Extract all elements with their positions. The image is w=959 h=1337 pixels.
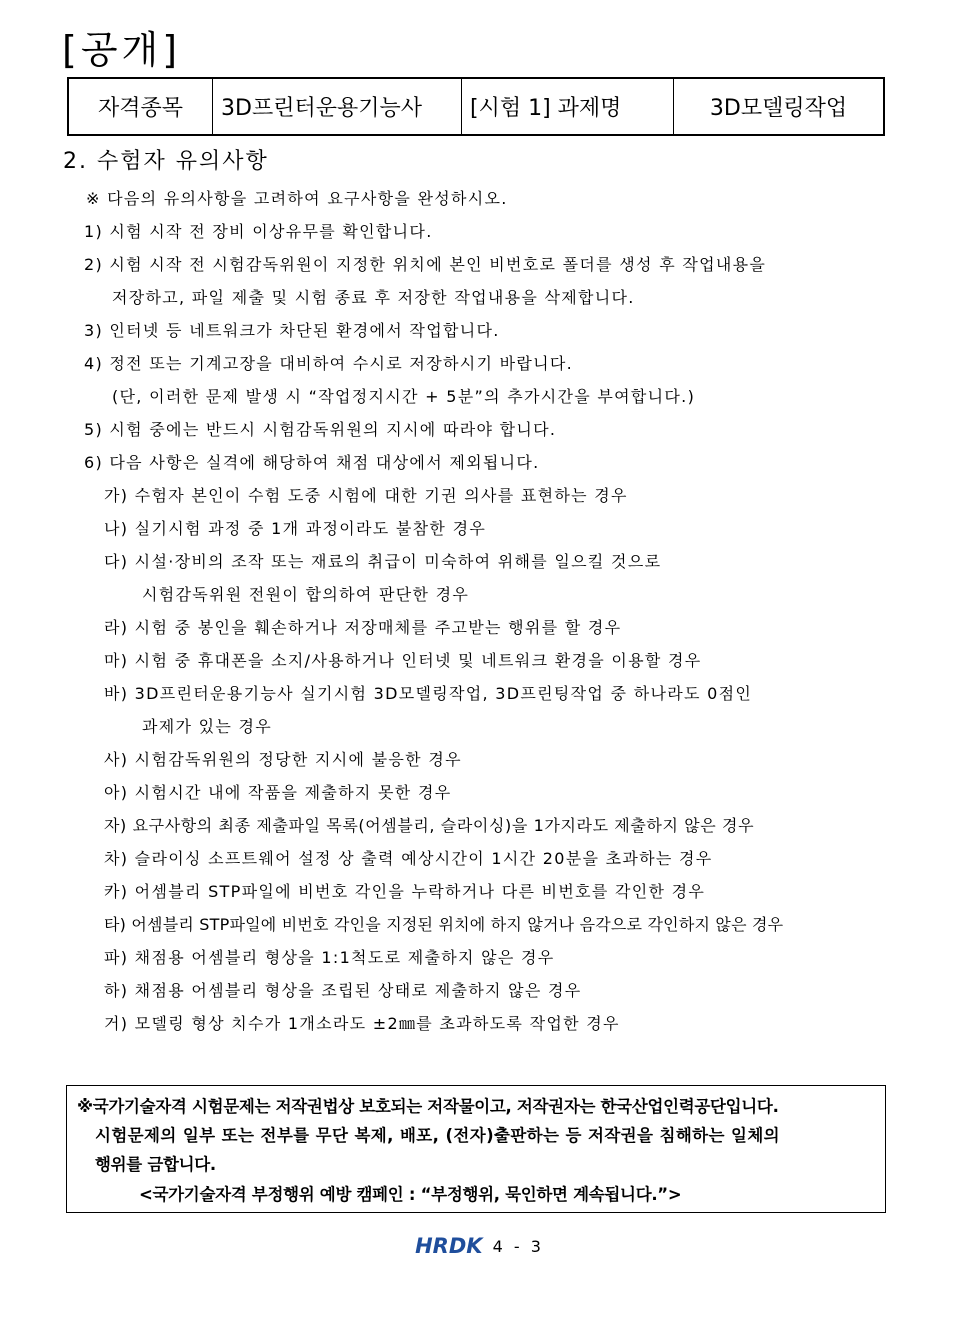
sub-item: 마) 시험 중 휴대폰을 소지/사용하거나 인터넷 및 네트워크 환경을 이용할 경우	[104, 651, 702, 670]
hrdk-logo: HRDK	[415, 1234, 483, 1258]
sub-item-continuation: 시험감독위원 전원이 합의하여 판단한 경우	[142, 585, 470, 604]
sub-item: 바) 3D프린터운용기능사 실기시험 3D모델링작업, 3D프린팅작업 중 하나라도 0점인	[104, 684, 753, 703]
task-value: 3D모델링작업	[709, 96, 848, 121]
sub-item-continuation: 과제가 있는 경우	[142, 717, 273, 736]
sub-item: 라) 시험 중 봉인을 훼손하거나 저장매체를 주고받는 행위를 할 경우	[104, 618, 622, 637]
page-number: 4 - 3	[492, 1236, 544, 1256]
sub-item: 거) 모델링 형상 치수가 1개소라도 ±2㎜를 초과하도록 작업한 경우	[104, 1014, 620, 1033]
notice-line: 행위를 금합니다.	[95, 1155, 216, 1174]
sub-item: 파) 채점용 어셈블리 형상을 1:1척도로 제출하지 않은 경우	[104, 948, 555, 967]
sub-item: 타) 어셈블리 STP파일에 비번호 각인을 지정된 위치에 하지 않거나 음각으로 각인하지 않은 경우	[104, 915, 784, 934]
exam-info-table	[67, 77, 885, 136]
list-item: 1) 시험 시작 전 장비 이상유무를 확인합니다.	[84, 222, 433, 241]
list-item-continuation: 저장하고, 파일 제출 및 시험 종료 후 저장한 작업내용을 삭제합니다.	[112, 288, 635, 307]
sub-item: 다) 시설·장비의 조작 또는 재료의 취급이 미숙하여 위해를 일으킬 것으로	[104, 552, 662, 571]
list-item: 6) 다음 사항은 실격에 해당하여 채점 대상에서 제외됩니다.	[84, 453, 540, 472]
task-label: [시험 1] 과제명	[462, 79, 674, 134]
sub-item: 하) 채점용 어셈블리 형상을 조립된 상태로 제출하지 않은 경우	[104, 981, 582, 1000]
copyright-notice	[66, 1085, 886, 1213]
page-title: [공개]	[62, 28, 182, 72]
notice-line: ※국가기술자격 시험문제는 저작권법상 보호되는 저작물이고, 저작권자는 한국산업인력공단입니다.	[77, 1097, 779, 1116]
notice-campaign: <국가기술자격 부정행위 예방 캠페인 : “부정행위, 묵인하면 계속됩니다.”>	[139, 1185, 682, 1204]
list-item: 3) 인터넷 등 네트워크가 차단된 환경에서 작업합니다.	[84, 321, 500, 340]
list-item: 5) 시험 중에는 반드시 시험감독위원의 지시에 따라야 합니다.	[84, 420, 557, 439]
section-heading: 2. 수험자 유의사항	[63, 149, 269, 174]
sub-item: 아) 시험시간 내에 작품을 제출하지 못한 경우	[104, 783, 452, 802]
notes-intro: ※ 다음의 유의사항을 고려하여 요구사항을 완성하시오.	[86, 189, 508, 208]
qualification-value: 3D프린터운용기능사	[213, 79, 462, 134]
page-footer	[0, 1232, 959, 1260]
sub-item: 가) 수험자 본인이 수험 도중 시험에 대한 기권 의사를 표현하는 경우	[104, 486, 628, 505]
list-item-continuation: (단, 이러한 문제 발생 시 “작업정지시간 + 5분”의 추가시간을 부여합니다.)	[112, 387, 696, 406]
list-item: 4) 정전 또는 기계고장을 대비하여 수시로 저장하시기 바랍니다.	[84, 354, 574, 373]
sub-item: 사) 시험감독위원의 정당한 지시에 불응한 경우	[104, 750, 462, 769]
list-item: 2) 시험 시작 전 시험감독위원이 지정한 위치에 본인 비번호로 폴더를 생성 후 작업내용을	[84, 255, 767, 274]
sub-item: 나) 실기시험 과정 중 1개 과정이라도 불참한 경우	[104, 519, 487, 538]
sub-item: 카) 어셈블리 STP파일에 비번호 각인을 누락하거나 다른 비번호를 각인한 경우	[104, 882, 706, 901]
sub-item: 자) 요구사항의 최종 제출파일 목록(어셈블리, 슬라이싱)을 1가지라도 제출하지 않은 경우	[104, 816, 755, 835]
sub-item: 차) 슬라이싱 소프트웨어 설정 상 출력 예상시간이 1시간 20분을 초과하는 경우	[104, 849, 713, 868]
qualification-label: 자격종목	[69, 79, 213, 134]
notice-line: 시험문제의 일부 또는 전부를 무단 복제, 배포, (전자)출판하는 등 저작권을 침해하는 일체의	[95, 1126, 781, 1145]
